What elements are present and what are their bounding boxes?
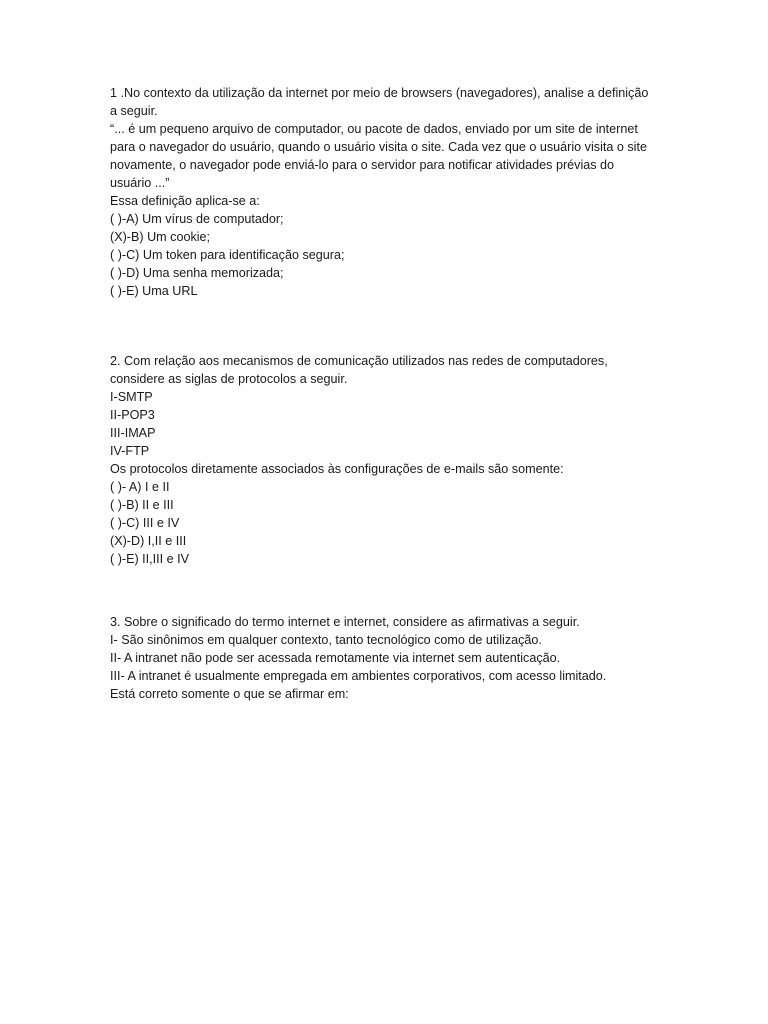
question-2-option-a: ( )- A) I e II: [110, 480, 170, 494]
question-2-stem: 2. Com relação aos mecanismos de comunicação utilizados nas redes de computadores, considere as siglas de protocolos a seguir.: [110, 354, 608, 386]
question-1-option-d: ( )-D) Uma senha memorizada;: [110, 266, 284, 280]
question-2-item-3: III-IMAP: [110, 426, 156, 440]
question-2-option-b: ( )-B) II e III: [110, 498, 174, 512]
question-1-option-e: ( )-E) Uma URL: [110, 284, 198, 298]
question-1-prompt: Essa definição aplica-se a:: [110, 194, 260, 208]
question-2-item-1: I-SMTP: [110, 390, 153, 404]
question-1-option-a: ( )-A) Um vírus de computador;: [110, 212, 284, 226]
question-3-stem: 3. Sobre o significado do termo internet e internet, considere as afirmativas a seguir.: [110, 615, 580, 629]
question-3-prompt: Está correto somente o que se afirmar em:: [110, 687, 349, 701]
question-3-item-3: III- A intranet é usualmente empregada em ambientes corporativos, com acesso limitado.: [110, 669, 607, 683]
question-1-option-b: (X)-B) Um cookie;: [110, 230, 211, 244]
question-2-option-d: (X)-D) I,II e III: [110, 534, 187, 548]
document-body: [110, 84, 650, 703]
question-1: [110, 84, 650, 300]
question-2-item-4: IV-FTP: [110, 444, 150, 458]
question-1-quote: “... é um pequeno arquivo de computador, ou pacote de dados, enviado por um site de internet para o navegador do usuário, quando o usuário visita o site. Cada vez que o usuário visita o site novamente, o navegador pode enviá-lo para o servidor para notificar atividades prévias do usuário ...”: [110, 122, 647, 190]
question-3-item-1: I- São sinônimos em qualquer contexto, tanto tecnológico como de utilização.: [110, 633, 542, 647]
question-3-item-2: II- A intranet não pode ser acessada remotamente via internet sem autenticação.: [110, 651, 561, 665]
question-2-option-e: ( )-E) II,III e IV: [110, 552, 190, 566]
question-2-prompt: Os protocolos diretamente associados às configurações de e-mails são somente:: [110, 462, 564, 476]
question-2-option-c: ( )-C) III e IV: [110, 516, 180, 530]
question-1-option-c: ( )-C) Um token para identificação segura;: [110, 248, 345, 262]
question-2: [110, 352, 650, 568]
question-2-item-2: II-POP3: [110, 408, 155, 422]
spacer: [110, 300, 650, 352]
spacer: [110, 568, 650, 613]
question-3: [110, 613, 650, 703]
question-1-stem: 1 .No contexto da utilização da internet por meio de browsers (navegadores), analise a definição a seguir.: [110, 86, 649, 118]
